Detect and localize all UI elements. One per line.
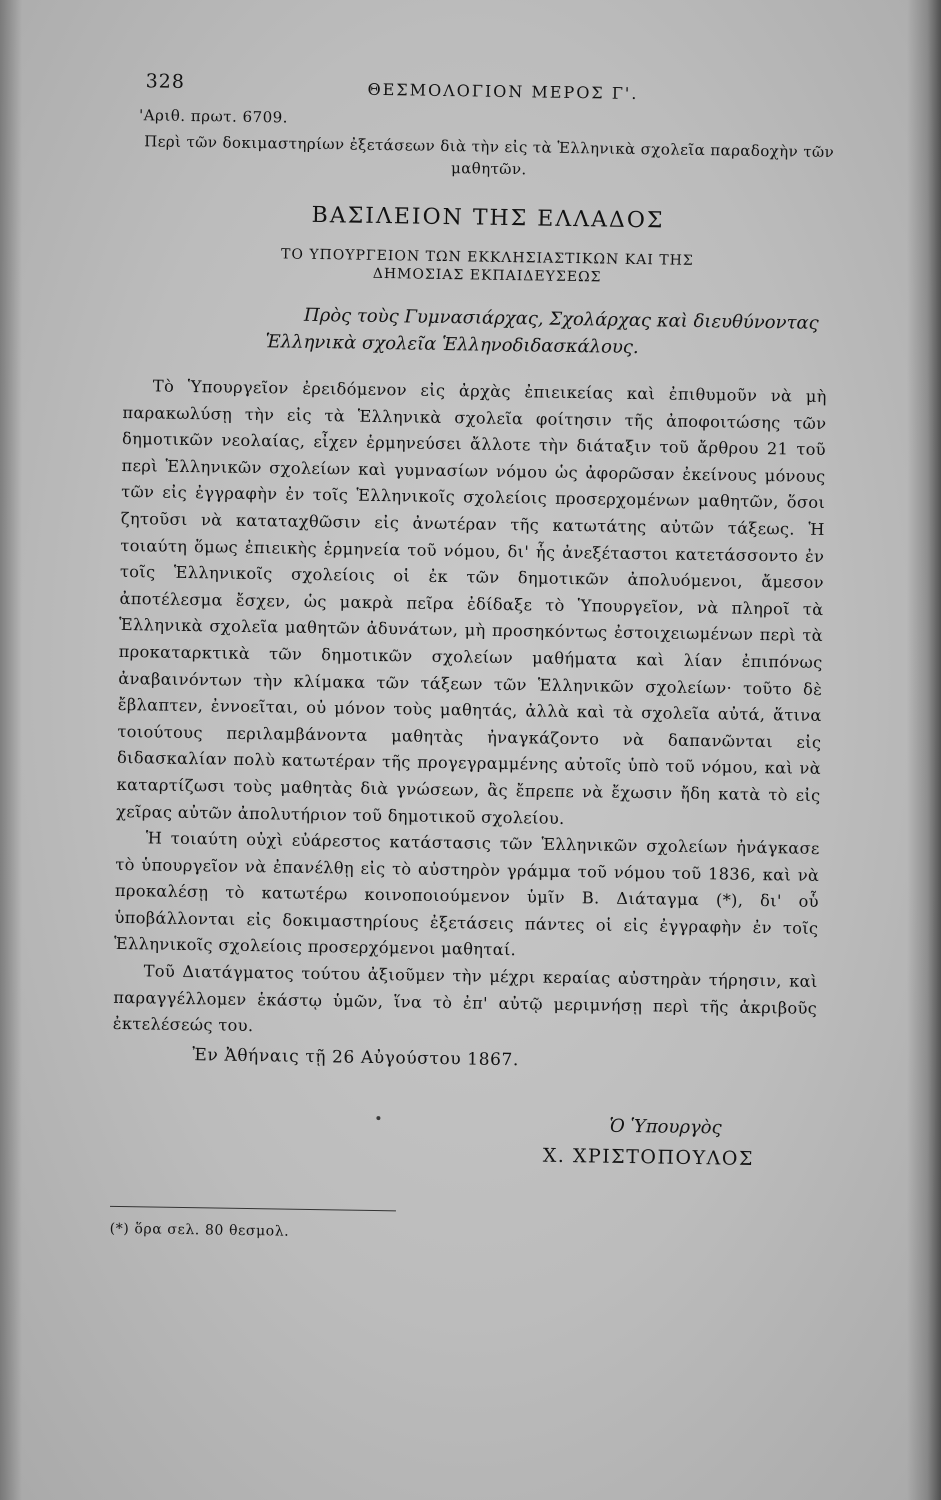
document-subject: Περὶ τῶν δοκιμαστηρίων ἐξετάσεων διὰ τὴν εἰς τὰ Ἑλληνικὰ σχολεῖα παραδοχὴν τῶν μαθητῶν.: [144, 132, 835, 179]
addressee-line: Πρὸς τοὺς Γυμνασιάρχας, Σχολάρχας καὶ διευθύνοντας: [303, 304, 819, 334]
signature-role: Ὁ Ὑπουργὸς: [609, 1115, 722, 1139]
addressee: [265, 302, 849, 365]
body-paragraph: Τοῦ Διατάγματος τούτου ἀξιοῦμεν τὴν μέχρι κεραίας αὐστηρὰν τήρησιν, καὶ παραγγέλλομεν ἑκάστῳ ὑμῶν, ἵνα τὸ ἐπ' αὐτῷ μεριμνήσῃ περὶ τῆς ἀκριβοῦς ἐκτελέσεώς του.: [112, 961, 818, 1036]
addressee-line: Ἑλληνικὰ σχολεῖα Ἑλληνοδιδασκάλους.: [265, 331, 639, 359]
page-number: 328: [145, 70, 186, 93]
ink-dot: [376, 1116, 380, 1120]
ministry-heading: [125, 243, 850, 290]
signature-block: [110, 1108, 836, 1195]
body-paragraph: Τὸ Ὑπουργεῖον ἐρειδόμενον εἰς ἀρχὰς ἐπιεικείας καὶ ἐπιθυμοῦν νὰ μὴ παρακωλύσῃ τὴν εἰς τὰ Ἑλληνικὰ σχολεῖα φοίτησιν τῆς ἀποφοιτώσης τῶν δημοτικῶν νεολαίας, εἶχεν ἑρμηνεύσει ἄλλοτε τὴν διάταξιν τοῦ ἄρθρου 21 τοῦ περὶ Ἑλληνικῶν σχολείων καὶ γυμνασίων νόμου ὡς ἀφορῶσαν ἐκείνους μόνους τῶν εἰς ἐγγραφὴν ἐν τοῖς Ἑλληνικοῖς σχολείοις προσερχομένων μαθητῶν, ὅσοι ζητοῦσι νὰ καταταχθῶσιν εἰς ἀνωτέραν τῆς κατωτάτης αὐτῶν τάξεως. Ἡ τοιαύτη ὅμως ἐπιεικὴς ἑρμηνεία τοῦ νόμου, δι' ἧς ἀνεξέταστοι κατετάσσοντο ἐν τοῖς Ἑλληνικοῖς σχολείοις οἱ ἐκ τῶν δημοτικῶν ἀπολυόμενοι, ἄμεσον ἀποτέλεσμα ἔσχεν, ὡς μακρὰ πεῖρα ἐδίδαξε τὸ Ὑπουργεῖον, νὰ πληροῖ τὰ Ἑλληνικὰ σχολεῖα μαθητῶν ἀδυνάτων, μὴ προσηκόντως ἐστοιχειωμένων περὶ τὰ προκαταρκτικὰ τῶν δημοτικῶν σχολείων μαθήματα καὶ λίαν ἐπιπόνως ἀναβαινόντων τὴν κλίμακα τῶν τάξεων τῶν Ἑλληνικῶν σχολείων· τοῦτο δὲ ἔβλαπτεν, ἐννοεῖται, οὐ μόνον τοὺς μαθητάς, ἀλλὰ καὶ τὰ σχολεῖα αὐτά, ἅτινα τοιούτους περιλαμβάνοντα μαθητὰς ἠναγκάζοντο νὰ δαπανῶνται εἰς διδασκαλίαν πολὺ κατωτέραν τῆς προγεγραμμένης αὐτοῖς ὑπὸ τοῦ νόμου, καὶ νὰ καταρτίζωσι τοὺς μαθητὰς διὰ γνώσεων, ἃς ἔπρεπε νὰ ἔχωσιν ἤδη κατὰ τὸ εἰς χεῖρας αὐτῶν ἀπολυτήριον τοῦ δημοτικοῦ σχολείου.: [116, 376, 827, 828]
body-paragraph: Ἡ τοιαύτη οὐχὶ εὐάρεστος κατάστασις τῶν Ἑλληνικῶν σχολείων ἠνάγκασε τὸ ὑπουργεῖον νὰ ἐπανέλθῃ εἰς τὸ αὐστηρὸν γράμμα τοῦ νόμου τοῦ 1836, καὶ νὰ προκαλέσῃ τὸ κατωτέρω κοινοποιούμενον ὑμῖν Β. Διάταγμα (*), δι' οὗ ὑποβάλλονται εἰς δοκιμαστηρίους ἐξετάσεις πάντες οἱ εἰς ἐγγραφὴν ἐν τοῖς Ἑλληνικοῖς σχολείοις προσερχόμενοι μαθηταί.: [113, 828, 820, 960]
page-left-shadow: [0, 0, 22, 1500]
letter-body: [113, 373, 827, 1049]
date-line: Ἐν Ἀθήναις τῇ 26 Αὐγούστου 1867.: [192, 1044, 520, 1071]
running-head: ΘΕΣΜΟΛΟΓΙΟΝ ΜΕΡΟΣ Γ'.: [367, 79, 639, 104]
page-right-shadow: [907, 0, 941, 1500]
ministry-heading-line: ΔΗΜΟΣΙΑΣ ΕΚΠΑΙΔΕΥΣΕΩΣ: [372, 265, 602, 286]
kingdom-heading: ΒΑΣΙΛΕΙΟΝ ΤΗΣ ΕΛΛΑΔΟΣ: [311, 202, 665, 234]
ministry-heading-line: ΤΟ ΥΠΟΥΡΓΕΙΟΝ ΤΩΝ ΕΚΚΛΗΣΙΑΣΤΙΚΩΝ ΚΑΙ ΤΗΣ: [280, 246, 694, 269]
footnote: (*) ὅρα σελ. 80 θεσμολ.: [109, 1220, 290, 1240]
footnote-divider: [110, 1206, 396, 1211]
protocol-number: 'Αριθ. πρωτ. 6709.: [138, 106, 289, 127]
signature-name: Χ. ΧΡΙΣΤΟΠΟΥΛΟΣ: [542, 1144, 755, 1170]
document-page: [110, 60, 853, 1248]
